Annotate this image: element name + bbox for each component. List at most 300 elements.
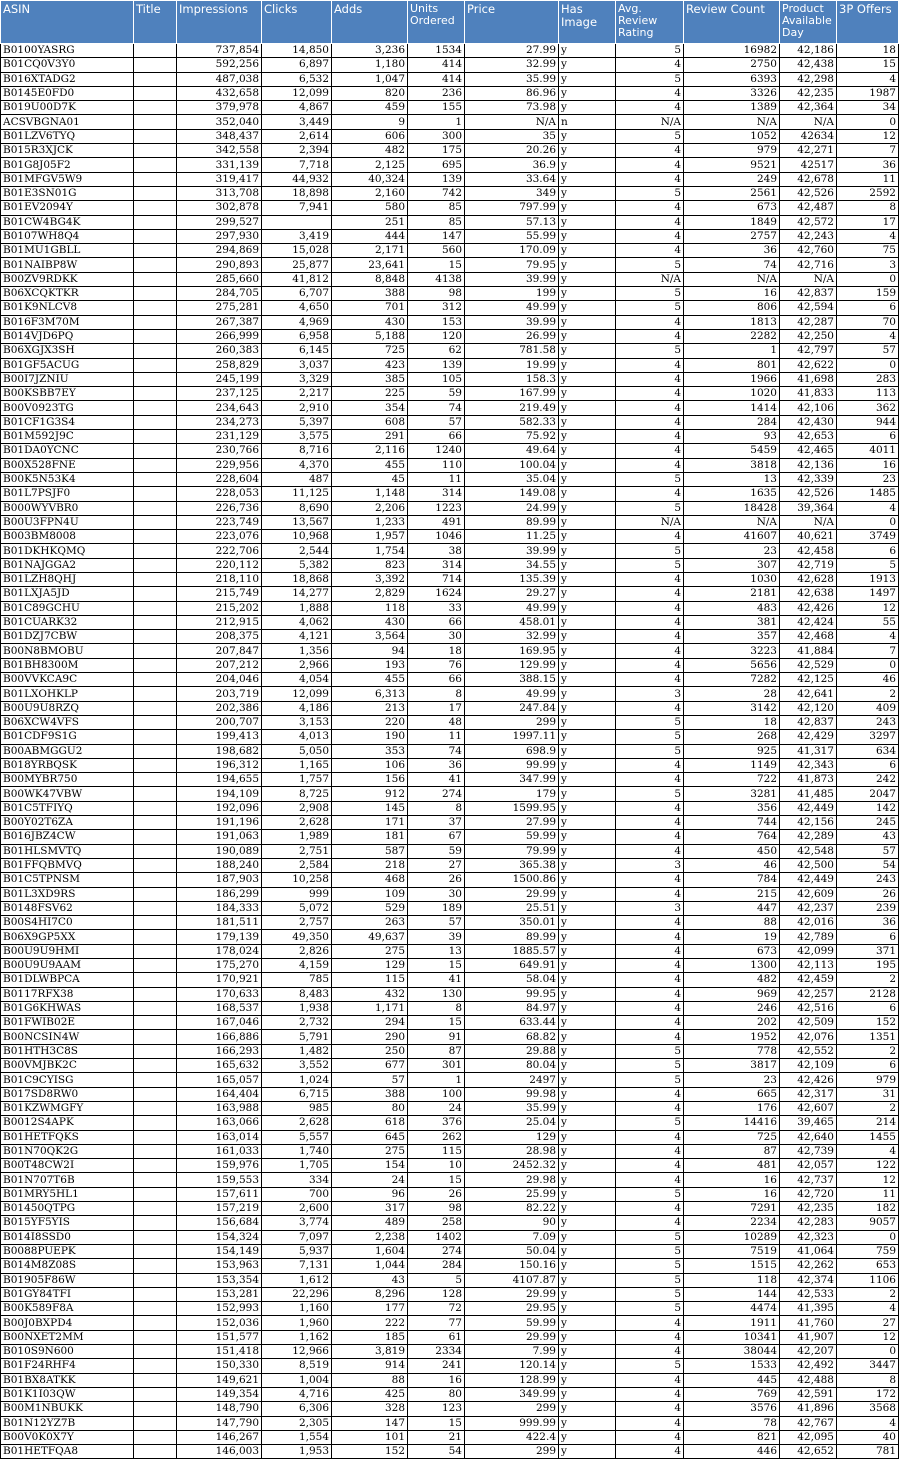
- table-row[interactable]: [1, 973, 899, 987]
- table-row[interactable]: [1, 72, 899, 86]
- table-row[interactable]: [1, 987, 899, 1001]
- cell-units: 15: [408, 1416, 465, 1430]
- cell-avail: 41,760: [780, 1316, 837, 1330]
- cell-asin: B016F3M70M: [1, 315, 134, 329]
- cell-avail: 42,283: [780, 1216, 837, 1230]
- table-row[interactable]: [1, 1159, 899, 1173]
- cell-title: [134, 344, 177, 358]
- table-row[interactable]: [1, 673, 899, 687]
- table-row[interactable]: [1, 1359, 899, 1373]
- cell-price: 4107.87: [465, 1273, 559, 1287]
- cell-adds: 220: [332, 715, 408, 729]
- cell-offers: 4: [837, 72, 899, 86]
- cell-avail: 41,064: [780, 1244, 837, 1258]
- cell-avail: 42,057: [780, 1159, 837, 1173]
- cell-avail: 42,492: [780, 1359, 837, 1373]
- table-row[interactable]: [1, 1073, 899, 1087]
- cell-asin: B01BX8ATKK: [1, 1373, 134, 1387]
- cell-price: 347.99: [465, 773, 559, 787]
- column-header-impressions[interactable]: Impressions: [177, 1, 262, 44]
- column-header-avail[interactable]: Product Available Day: [780, 1, 837, 44]
- cell-price: 19.99: [465, 358, 559, 372]
- cell-units: 15: [408, 1016, 465, 1030]
- table-row[interactable]: [1, 487, 899, 501]
- cell-adds: 80: [332, 1101, 408, 1115]
- table-row[interactable]: [1, 287, 899, 301]
- cell-units: 36: [408, 758, 465, 772]
- cell-adds: 468: [332, 873, 408, 887]
- table-row[interactable]: [1, 1387, 899, 1401]
- cell-price: 29.88: [465, 1044, 559, 1058]
- table-row[interactable]: [1, 1373, 899, 1387]
- cell-offers: 27: [837, 1316, 899, 1330]
- cell-adds: 8,848: [332, 272, 408, 286]
- cell-adds: 608: [332, 415, 408, 429]
- table-row[interactable]: [1, 887, 899, 901]
- column-header-adds[interactable]: Adds: [332, 1, 408, 44]
- cell-image: y: [559, 344, 616, 358]
- cell-offers: 2: [837, 973, 899, 987]
- column-header-image[interactable]: Has Image: [559, 1, 616, 44]
- table-row[interactable]: [1, 44, 899, 58]
- cell-offers: 12: [837, 1173, 899, 1187]
- table-row[interactable]: [1, 1230, 899, 1244]
- cell-impressions: 159,976: [177, 1159, 262, 1173]
- cell-avail: 42,837: [780, 715, 837, 729]
- table-row[interactable]: [1, 444, 899, 458]
- cell-clicks: 8,690: [262, 501, 332, 515]
- cell-impressions: 188,240: [177, 858, 262, 872]
- cell-offers: 242: [837, 773, 899, 787]
- table-row[interactable]: [1, 644, 899, 658]
- cell-asin: B01EV2094Y: [1, 201, 134, 215]
- table-row[interactable]: [1, 115, 899, 129]
- cell-impressions: 290,893: [177, 258, 262, 272]
- table-row[interactable]: [1, 58, 899, 72]
- table-row[interactable]: [1, 601, 899, 615]
- cell-avail: 42,257: [780, 987, 837, 1001]
- cell-avail: 42,641: [780, 687, 837, 701]
- cell-asin: B01LZH8QHJ: [1, 572, 134, 586]
- table-row[interactable]: [1, 959, 899, 973]
- cell-rating: 4: [616, 1144, 684, 1158]
- column-header-asin[interactable]: ASIN: [1, 1, 134, 44]
- table-row[interactable]: [1, 172, 899, 186]
- table-row[interactable]: [1, 930, 899, 944]
- cell-asin: B01BH8300M: [1, 658, 134, 672]
- table-row[interactable]: [1, 1044, 899, 1058]
- cell-units: 98: [408, 287, 465, 301]
- column-header-title[interactable]: Title: [134, 1, 177, 44]
- cell-units: 77: [408, 1316, 465, 1330]
- table-row[interactable]: [1, 715, 899, 729]
- cell-units: 105: [408, 372, 465, 386]
- cell-units: 30: [408, 887, 465, 901]
- table-row[interactable]: [1, 258, 899, 272]
- table-row[interactable]: [1, 315, 899, 329]
- cell-impressions: 192,096: [177, 801, 262, 815]
- table-row[interactable]: [1, 1345, 899, 1359]
- cell-price: 388.15: [465, 673, 559, 687]
- cell-avail: 42,125: [780, 673, 837, 687]
- cell-rating: 4: [616, 58, 684, 72]
- table-row[interactable]: [1, 744, 899, 758]
- cell-offers: 409: [837, 701, 899, 715]
- table-row[interactable]: [1, 1316, 899, 1330]
- cell-price: 99.95: [465, 987, 559, 1001]
- cell-asin: B00WK47VBW: [1, 787, 134, 801]
- table-row[interactable]: [1, 773, 899, 787]
- cell-rating: 4: [616, 1387, 684, 1401]
- table-row[interactable]: [1, 758, 899, 772]
- table-row[interactable]: [1, 630, 899, 644]
- cell-adds: 6,313: [332, 687, 408, 701]
- cell-units: 62: [408, 344, 465, 358]
- table-row[interactable]: [1, 844, 899, 858]
- cell-avail: 42,424: [780, 615, 837, 629]
- cell-title: [134, 1187, 177, 1201]
- cell-image: y: [559, 1316, 616, 1330]
- cell-units: 100: [408, 1087, 465, 1101]
- cell-title: [134, 258, 177, 272]
- cell-reviews: 1813: [684, 315, 780, 329]
- table-row[interactable]: [1, 830, 899, 844]
- table-row[interactable]: [1, 387, 899, 401]
- table-row[interactable]: [1, 1330, 899, 1344]
- cell-asin: B01N70QK2G: [1, 1144, 134, 1158]
- cell-offers: 57: [837, 344, 899, 358]
- cell-impressions: 487,038: [177, 72, 262, 86]
- table-row[interactable]: [1, 1101, 899, 1115]
- cell-clicks: 15,028: [262, 244, 332, 258]
- cell-reviews: 665: [684, 1087, 780, 1101]
- cell-adds: 1,148: [332, 487, 408, 501]
- table-row[interactable]: [1, 344, 899, 358]
- table-row[interactable]: [1, 215, 899, 229]
- cell-asin: B015R3XJCK: [1, 144, 134, 158]
- cell-impressions: 170,633: [177, 987, 262, 1001]
- cell-avail: 42,250: [780, 329, 837, 343]
- cell-rating: 5: [616, 1244, 684, 1258]
- cell-reviews: 357: [684, 630, 780, 644]
- cell-price: 55.99: [465, 229, 559, 243]
- cell-reviews: 16: [684, 1187, 780, 1201]
- cell-offers: 1913: [837, 572, 899, 586]
- table-row[interactable]: [1, 558, 899, 572]
- cell-impressions: 208,375: [177, 630, 262, 644]
- cell-offers: 6: [837, 930, 899, 944]
- cell-title: [134, 387, 177, 401]
- table-row[interactable]: [1, 101, 899, 115]
- table-row[interactable]: [1, 1144, 899, 1158]
- cell-image: y: [559, 358, 616, 372]
- column-header-reviews[interactable]: Review Count: [684, 1, 780, 44]
- cell-price: 49.64: [465, 444, 559, 458]
- table-row[interactable]: [1, 587, 899, 601]
- cell-units: 1: [408, 1073, 465, 1087]
- cell-image: y: [559, 1445, 616, 1459]
- table-row[interactable]: [1, 401, 899, 415]
- cell-clicks: 2,732: [262, 1016, 332, 1030]
- cell-avail: N/A: [780, 272, 837, 286]
- cell-title: [134, 272, 177, 286]
- cell-clicks: 25,877: [262, 258, 332, 272]
- cell-price: 86.96: [465, 86, 559, 100]
- cell-units: 16: [408, 1373, 465, 1387]
- table-row[interactable]: [1, 501, 899, 515]
- table-row[interactable]: [1, 1187, 899, 1201]
- cell-image: y: [559, 415, 616, 429]
- cell-asin: B01LXJA5JD: [1, 587, 134, 601]
- cell-impressions: 156,684: [177, 1216, 262, 1230]
- cell-units: 26: [408, 1187, 465, 1201]
- column-header-clicks[interactable]: Clicks: [262, 1, 332, 44]
- cell-avail: 42,449: [780, 801, 837, 815]
- table-row[interactable]: [1, 229, 899, 243]
- cell-units: 414: [408, 58, 465, 72]
- cell-asin: B0088PUEPK: [1, 1244, 134, 1258]
- cell-title: [134, 801, 177, 815]
- table-row[interactable]: [1, 801, 899, 815]
- table-row[interactable]: [1, 201, 899, 215]
- table-row[interactable]: [1, 86, 899, 100]
- cell-rating: 4: [616, 430, 684, 444]
- cell-offers: 43: [837, 830, 899, 844]
- cell-title: [134, 1430, 177, 1444]
- table-row[interactable]: [1, 430, 899, 444]
- cell-clicks: 1,356: [262, 644, 332, 658]
- cell-offers: 2: [837, 1287, 899, 1301]
- table-row[interactable]: [1, 272, 899, 286]
- table-row[interactable]: [1, 901, 899, 915]
- table-row[interactable]: [1, 1059, 899, 1073]
- cell-units: 236: [408, 86, 465, 100]
- cell-impressions: 342,558: [177, 144, 262, 158]
- cell-asin: B01LZV6TYQ: [1, 129, 134, 143]
- cell-rating: 4: [616, 816, 684, 830]
- table-row[interactable]: [1, 1416, 899, 1430]
- cell-title: [134, 744, 177, 758]
- table-row[interactable]: [1, 615, 899, 629]
- table-row[interactable]: [1, 1244, 899, 1258]
- cell-image: y: [559, 1359, 616, 1373]
- cell-rating: 4: [616, 101, 684, 115]
- table-row[interactable]: [1, 301, 899, 315]
- cell-clicks: 2,394: [262, 144, 332, 158]
- cell-asin: B00VMJBK2C: [1, 1059, 134, 1073]
- cell-image: y: [559, 444, 616, 458]
- table-row[interactable]: [1, 415, 899, 429]
- cell-rating: 4: [616, 1001, 684, 1015]
- table-row[interactable]: [1, 1001, 899, 1015]
- cell-adds: 423: [332, 358, 408, 372]
- cell-units: 30: [408, 630, 465, 644]
- table-row[interactable]: [1, 129, 899, 143]
- cell-rating: 4: [616, 930, 684, 944]
- table-row[interactable]: [1, 244, 899, 258]
- column-header-rating[interactable]: Avg. Review Rating: [616, 1, 684, 44]
- cell-price: 32.99: [465, 58, 559, 72]
- cell-asin: B01F24RHF4: [1, 1359, 134, 1373]
- cell-image: y: [559, 129, 616, 143]
- cell-rating: 4: [616, 1159, 684, 1173]
- cell-rating: 4: [616, 887, 684, 901]
- cell-asin: B0148FSV62: [1, 901, 134, 915]
- cell-avail: 42,720: [780, 1187, 837, 1201]
- cell-reviews: 4474: [684, 1302, 780, 1316]
- cell-offers: 2: [837, 1101, 899, 1115]
- cell-avail: 42,323: [780, 1230, 837, 1244]
- table-row[interactable]: [1, 1116, 899, 1130]
- cell-avail: 42,120: [780, 701, 837, 715]
- cell-reviews: 1911: [684, 1316, 780, 1330]
- cell-title: [134, 544, 177, 558]
- table-row[interactable]: [1, 701, 899, 715]
- cell-image: n: [559, 115, 616, 129]
- cell-reviews: 215: [684, 887, 780, 901]
- table-row[interactable]: [1, 458, 899, 472]
- table-row[interactable]: [1, 544, 899, 558]
- table-row[interactable]: [1, 1402, 899, 1416]
- cell-impressions: 266,999: [177, 329, 262, 343]
- cell-units: 1046: [408, 530, 465, 544]
- table-row[interactable]: [1, 658, 899, 672]
- cell-rating: 5: [616, 1259, 684, 1273]
- cell-offers: 195: [837, 959, 899, 973]
- cell-offers: 243: [837, 715, 899, 729]
- table-row[interactable]: [1, 730, 899, 744]
- cell-impressions: 228,604: [177, 472, 262, 486]
- cell-impressions: 592,256: [177, 58, 262, 72]
- cell-avail: 42,487: [780, 201, 837, 215]
- cell-adds: 2,171: [332, 244, 408, 258]
- column-header-offers[interactable]: 3P Offers: [837, 1, 899, 44]
- table-row[interactable]: [1, 1287, 899, 1301]
- table-row[interactable]: [1, 1445, 899, 1459]
- table-row[interactable]: [1, 787, 899, 801]
- cell-adds: 147: [332, 1416, 408, 1430]
- cell-title: [134, 530, 177, 544]
- table-row[interactable]: [1, 515, 899, 529]
- cell-clicks: 5,382: [262, 558, 332, 572]
- cell-adds: 353: [332, 744, 408, 758]
- cell-price: 179: [465, 787, 559, 801]
- table-row[interactable]: [1, 372, 899, 386]
- table-row[interactable]: [1, 1302, 899, 1316]
- table-row[interactable]: [1, 873, 899, 887]
- header-row: [1, 1, 899, 44]
- cell-offers: 979: [837, 1073, 899, 1087]
- column-header-units[interactable]: Units Ordered: [408, 1, 465, 44]
- table-row[interactable]: [1, 1173, 899, 1187]
- cell-adds: 459: [332, 101, 408, 115]
- column-header-price[interactable]: Price: [465, 1, 559, 44]
- cell-units: 1: [408, 115, 465, 129]
- cell-clicks: 3,449: [262, 115, 332, 129]
- table-row[interactable]: [1, 186, 899, 200]
- cell-reviews: 2750: [684, 58, 780, 72]
- table-row[interactable]: [1, 1259, 899, 1273]
- cell-rating: 4: [616, 973, 684, 987]
- cell-impressions: 157,611: [177, 1187, 262, 1201]
- table-row[interactable]: [1, 158, 899, 172]
- cell-title: [134, 1302, 177, 1316]
- table-row[interactable]: [1, 530, 899, 544]
- cell-offers: 4011: [837, 444, 899, 458]
- cell-rating: 4: [616, 86, 684, 100]
- cell-price: 99.99: [465, 758, 559, 772]
- cell-asin: B00U3FPN4U: [1, 515, 134, 529]
- cell-image: y: [559, 401, 616, 415]
- cell-impressions: 154,324: [177, 1230, 262, 1244]
- cell-offers: 3297: [837, 730, 899, 744]
- cell-title: [134, 1059, 177, 1073]
- table-row[interactable]: [1, 1030, 899, 1044]
- cell-clicks: 4,370: [262, 458, 332, 472]
- cell-image: y: [559, 487, 616, 501]
- table-row[interactable]: [1, 687, 899, 701]
- cell-reviews: 446: [684, 1445, 780, 1459]
- cell-asin: B016XTADG2: [1, 72, 134, 86]
- cell-impressions: 284,705: [177, 287, 262, 301]
- cell-adds: 912: [332, 787, 408, 801]
- table-row[interactable]: [1, 358, 899, 372]
- cell-impressions: 258,829: [177, 358, 262, 372]
- cell-reviews: 481: [684, 1159, 780, 1173]
- cell-offers: 12: [837, 1330, 899, 1344]
- cell-adds: 8,296: [332, 1287, 408, 1301]
- cell-title: [134, 1116, 177, 1130]
- table-row[interactable]: [1, 1273, 899, 1287]
- cell-rating: N/A: [616, 515, 684, 529]
- cell-impressions: 432,658: [177, 86, 262, 100]
- cell-image: y: [559, 1030, 616, 1044]
- cell-clicks: 7,131: [262, 1259, 332, 1273]
- table-row[interactable]: [1, 572, 899, 586]
- table-row[interactable]: [1, 1202, 899, 1216]
- cell-offers: 75: [837, 244, 899, 258]
- table-row[interactable]: [1, 916, 899, 930]
- table-row[interactable]: [1, 858, 899, 872]
- cell-rating: 5: [616, 472, 684, 486]
- table-row[interactable]: [1, 1216, 899, 1230]
- table-row[interactable]: [1, 1130, 899, 1144]
- cell-adds: 185: [332, 1330, 408, 1344]
- cell-offers: 9057: [837, 1216, 899, 1230]
- table-row[interactable]: [1, 144, 899, 158]
- cell-reviews: 1052: [684, 129, 780, 143]
- table-row[interactable]: [1, 816, 899, 830]
- cell-price: 169.95: [465, 644, 559, 658]
- table-row[interactable]: [1, 329, 899, 343]
- cell-asin: B016JBZ4CW: [1, 830, 134, 844]
- cell-adds: 290: [332, 1030, 408, 1044]
- cell-price: 59.99: [465, 1316, 559, 1330]
- cell-adds: 156: [332, 773, 408, 787]
- cell-price: 129: [465, 1130, 559, 1144]
- cell-asin: B01N707T6B: [1, 1173, 134, 1187]
- table-row[interactable]: [1, 472, 899, 486]
- cell-units: 66: [408, 673, 465, 687]
- table-row[interactable]: [1, 1430, 899, 1444]
- table-row[interactable]: [1, 1087, 899, 1101]
- cell-image: y: [559, 1373, 616, 1387]
- table-row[interactable]: [1, 1016, 899, 1030]
- table-row[interactable]: [1, 944, 899, 958]
- cell-title: [134, 487, 177, 501]
- cell-rating: 5: [616, 715, 684, 729]
- cell-image: y: [559, 715, 616, 729]
